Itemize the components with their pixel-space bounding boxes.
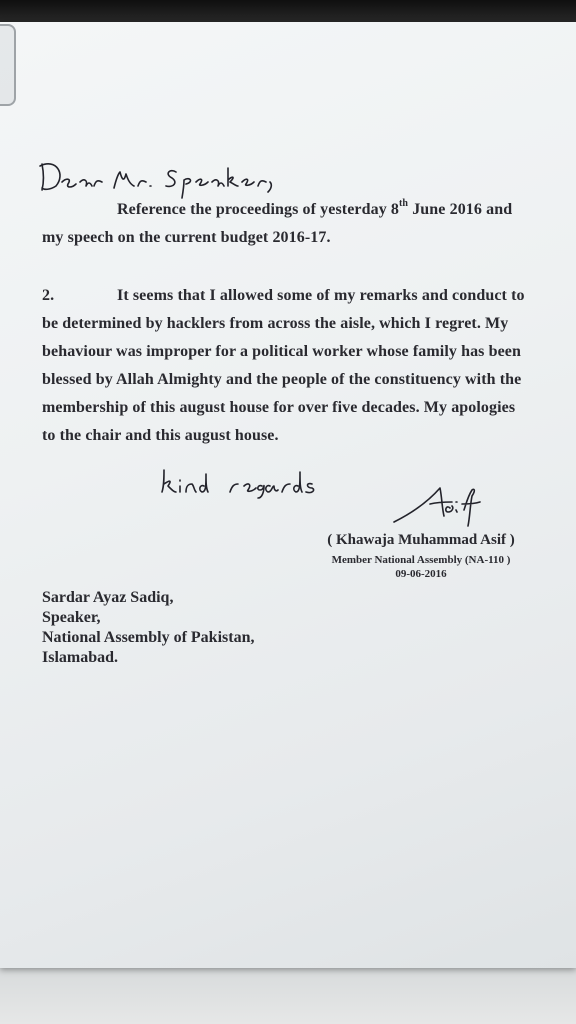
letter-date: 09-06-2016 [395,568,447,580]
handwritten-closing [160,460,330,500]
paragraph-1 [42,196,542,252]
address-line-2: Speaker, [42,609,101,626]
desk-background-bottom [0,968,576,1024]
address-line-3: National Assembly of Pakistan, [42,629,255,646]
ordinal-superscript: th [399,197,409,209]
paragraph-1-text-cont: June 2016 and [408,201,513,218]
address-line-4: Islamabad. [42,649,119,666]
paragraph-2-line-3: behaviour was improper for a political worker whose family has been [42,343,522,360]
paragraph-2-line-2: be determined by hacklers from across the aisle, which I regret. My [42,315,509,332]
handwritten-signature [390,482,490,530]
recipient-address [42,588,254,668]
paragraph-2-text: It seems that I allowed some of my remarks and conduct to [117,287,525,304]
paragraph-2-line-5: membership of this august house for over five decades. My apologies [42,399,516,416]
paragraph-1-line-2: my speech on the current budget 2016-17. [42,229,331,246]
paragraph-2 [42,282,542,450]
paragraph-2-line-4: blessed by Allah Almighty and the people of the constituency with the [42,371,522,388]
paragraph-2-line-6: to the chair and this august house. [42,427,279,444]
desk-background-top [0,0,576,24]
address-line-1: Sardar Ayaz Sadiq, [42,589,174,606]
paragraph-number: 2. [42,287,55,304]
paper-clip-icon [0,24,16,106]
paragraph-1-text: Reference the proceedings of yesterday 8 [117,201,399,218]
handwritten-salutation [36,152,336,202]
signatory-title: Member National Assembly (NA-110 ) [331,554,511,566]
signatory-name: ( Khawaja Muhammad Asif ) [327,532,515,548]
paragraph-1-line-1 [42,196,542,224]
paragraph-2-line-1 [42,282,542,310]
